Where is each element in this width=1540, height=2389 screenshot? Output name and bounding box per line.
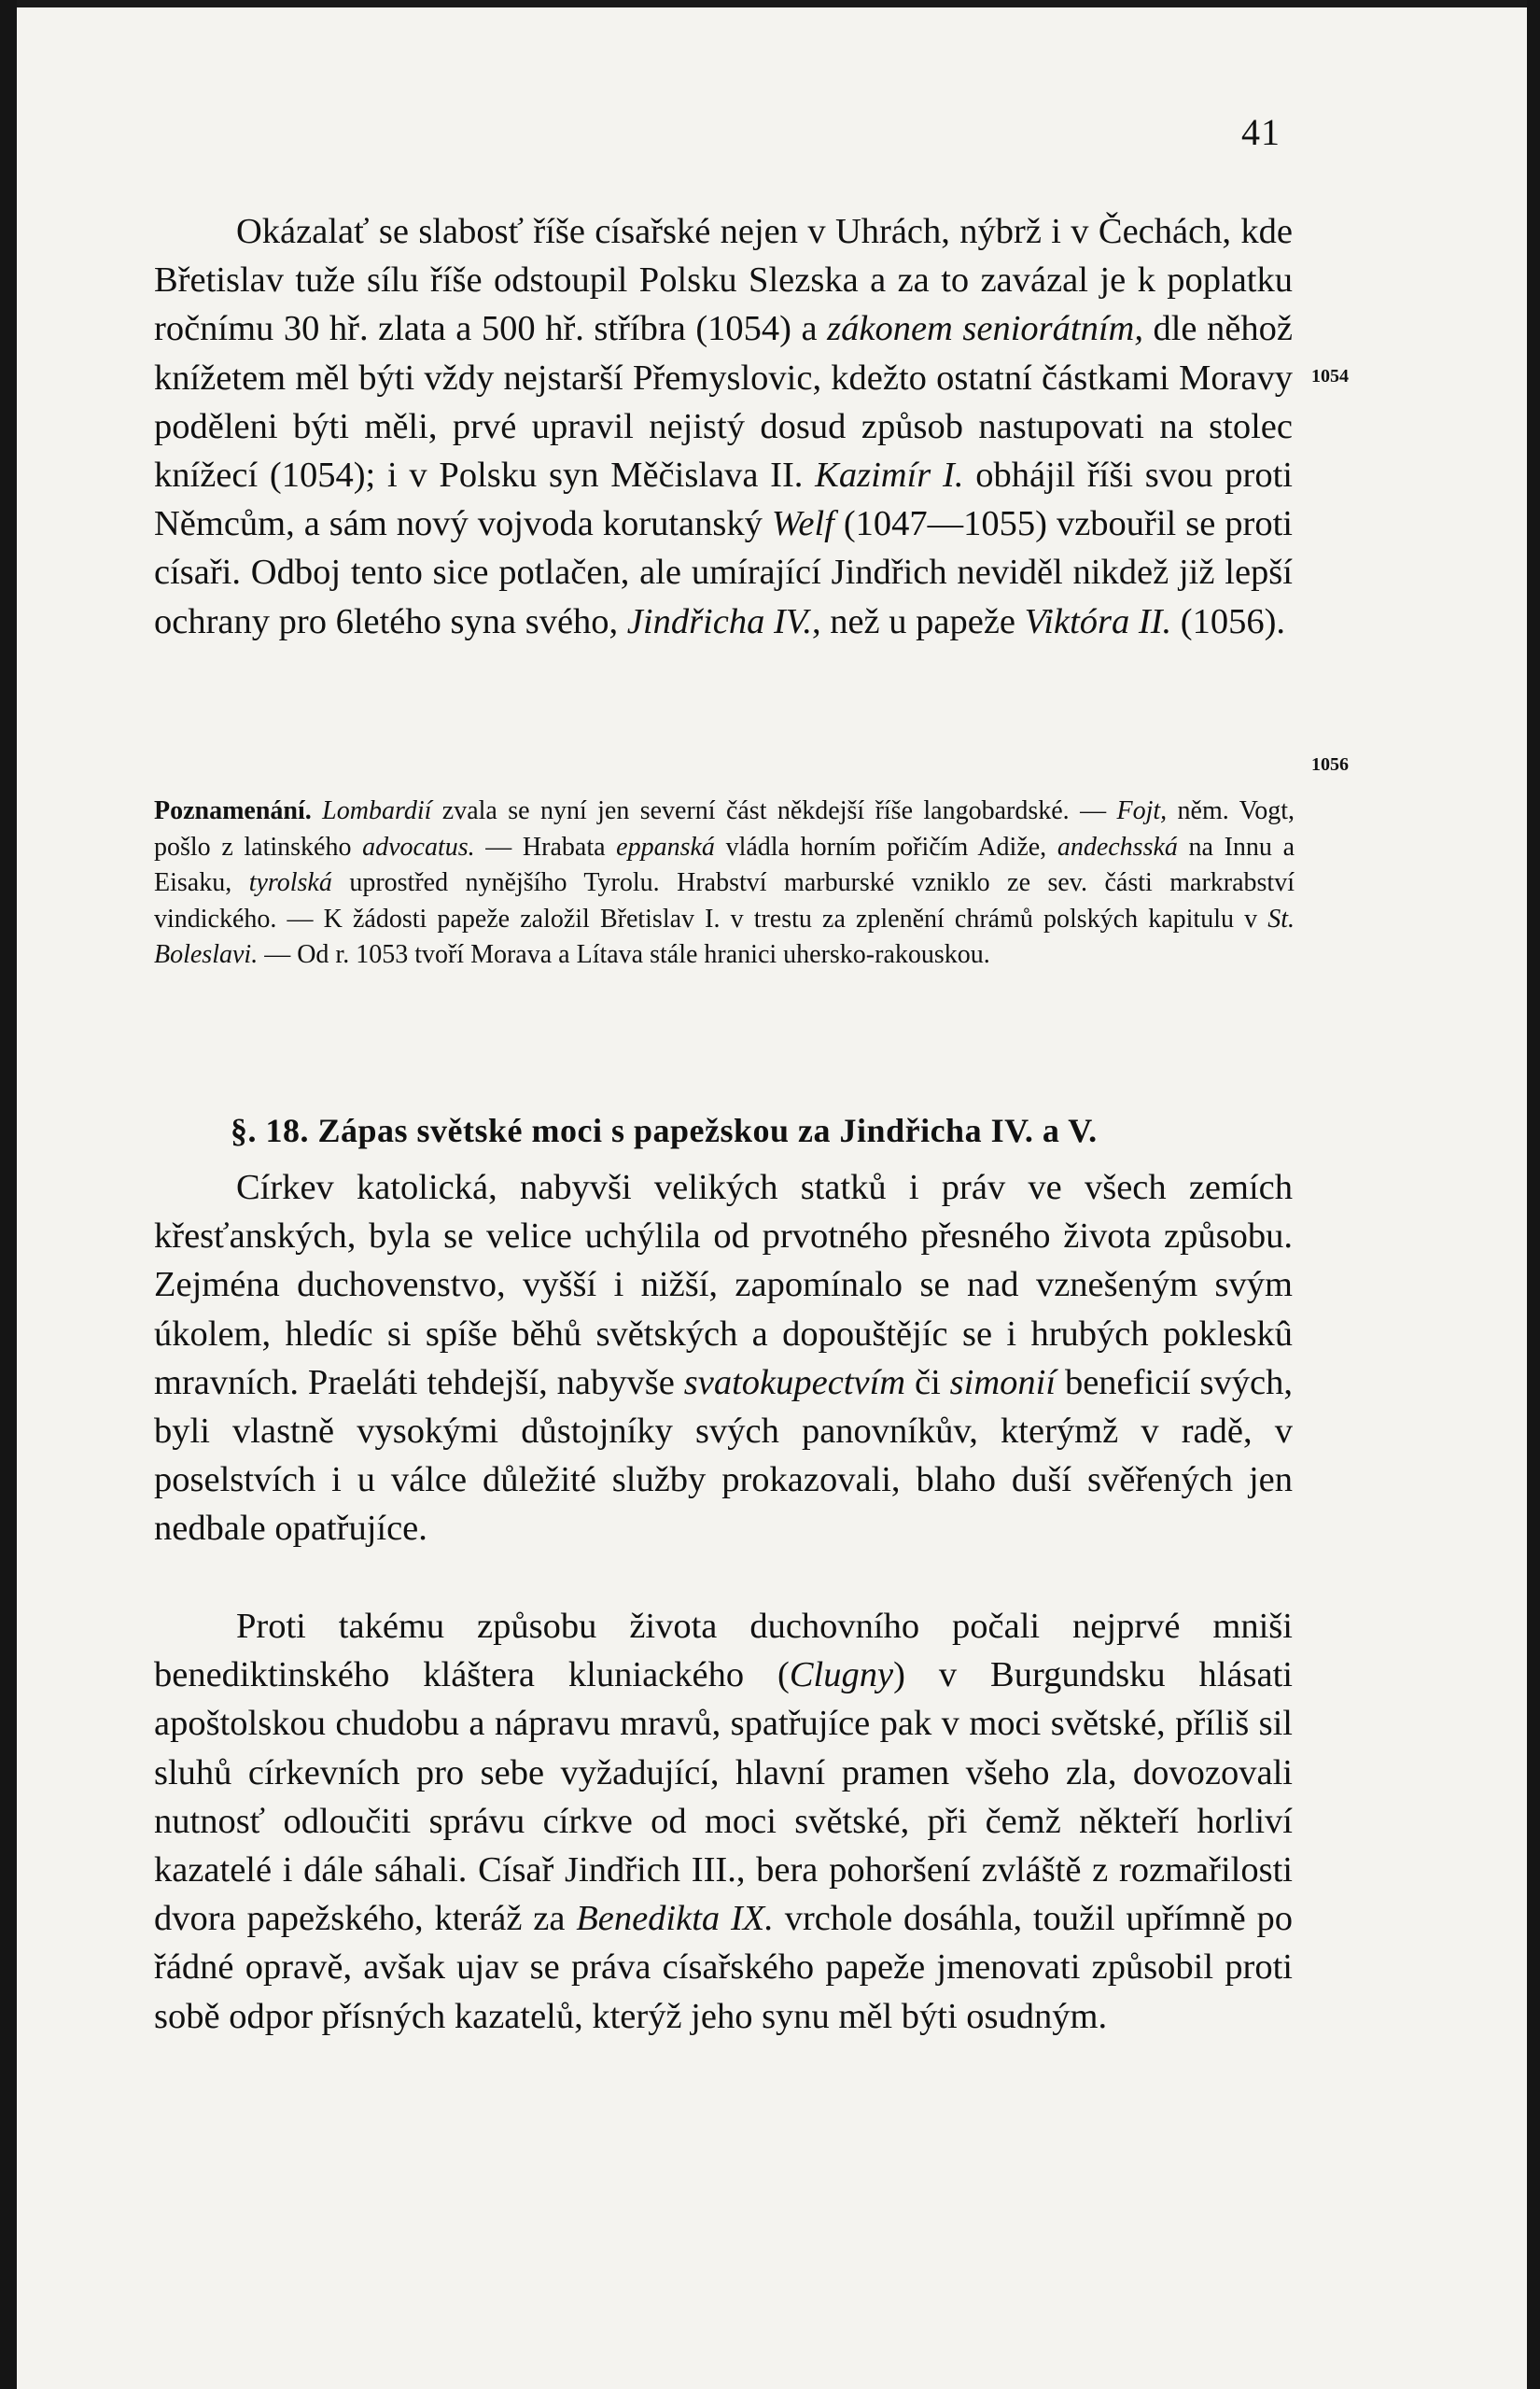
page-number: 41	[1241, 111, 1281, 153]
paragraph-3: Proti takému způsobu života duchovního počali nejprvé mniši benediktinského kláštera kluniackého (Clugny) v Burgundsku hlásati apoštolskou chudobu a nápravu mravů, spatřujíce pak v moci světské, příliš sil sluhů církevních pro sebe vyžadující, hlavní pramen všeho zla, dovozovali nutnosť odloučiti správu církve od moci světské, při čemž někteří horliví kazatelé i dále sáhali. Císař Jindřich III., bera pohoršení zvláště z rozmařilosti dvora papežského, kteráž za Benedikta IX. vrchole dosáhla, toužil upřímně po řádné opravě, avšak ujav se práva císařského papeže jmenovati způsobil proti sobě odpor přísných kazatelů, kterýž jeho synu měl býti osudným.	[154, 1607, 1294, 2036]
footnote-label: Poznamenání.	[154, 796, 312, 825]
paragraph-1: Okázalať se slabosť říše císařské nejen v Uhrách, nýbrž i v Čechách, kde Břetislav tuže sílu říše odstoupil Polsku Slezska a za to zavázal je k poplatku ročnímu 30 hř. zlata a 500 hř. stříbra (1054) a zákonem seniorátním, dle něhož knížetem měl býti vždy nejstarší Přemyslovic, kdežto ostatní částkami Moravy poděleni býti měli, prvé upravil nejistý dosud způsob nastupovati na stolec knížecí (1054); i v Polsku syn Měčislava II. Kazimír I. obhájil říši svou proti Němcům, a sám nový vojvoda korutanský Welf (1047—1055) vzbouřil se proti císaři. Odboj tento sice potlačen, ale umírající Jindřich neviděl nikdež již lepší ochrany pro 6letého syna svého, Jindřicha IV., než u papeže Viktóra II. (1056).	[154, 212, 1293, 641]
footnote: Poznamenání. Lombardií zvala se nyní jen severní část někdejší říše langobardské. — Fojt, něm. Vogt, pošlo z latinského advocatus. — Hrabata eppanská vládla horním pořičím Adiže, andechsská na Innu a Eisaku, tyrolská uprostřed nynějšího Tyrolu. Hrabství marburské vzniklo ze sev. části markrabství vindického. — K žádosti papeže založil Břetislav I. v trestu za zplenění chrámů polských kapitulu v St. Boleslavi. — Od r. 1053 tvoří Morava a Lítava stále hranici uhersko-rakouskou.	[154, 796, 1295, 969]
margin-year-1054: 1054	[1311, 366, 1349, 386]
section-heading: §. 18. Zápas světské moci s papežskou za Jindřicha IV. a V.	[231, 1112, 1098, 1149]
scan-edge-right	[1527, 0, 1540, 2389]
margin-year-1056: 1056	[1311, 754, 1349, 775]
paragraph-2: Církev katolická, nabyvši velikých statků i práv ve všech zemích křesťanských, byla se velice uchýlila od prvotného přesného života způsobu. Zejména duchovenstvo, vyšší i nižší, zapomínalo se nad vznešeným svým úkolem, hledíc si spíše běhů světských a dopouštějíc se i hrubých pokleskû mravních. Praeláti tehdejší, nabyvše svatokupectvím či simonií beneficií svých, byli vlastně vysokými důstojníky svých panovníkův, kterýmž v radě, v poselstvích i u válce důležité služby prokazovali, blaho duší svěřených jen nedbale opatřujíce.	[154, 1168, 1293, 1549]
scan-edge-top	[0, 0, 1540, 7]
scan-edge-left	[0, 0, 17, 2389]
